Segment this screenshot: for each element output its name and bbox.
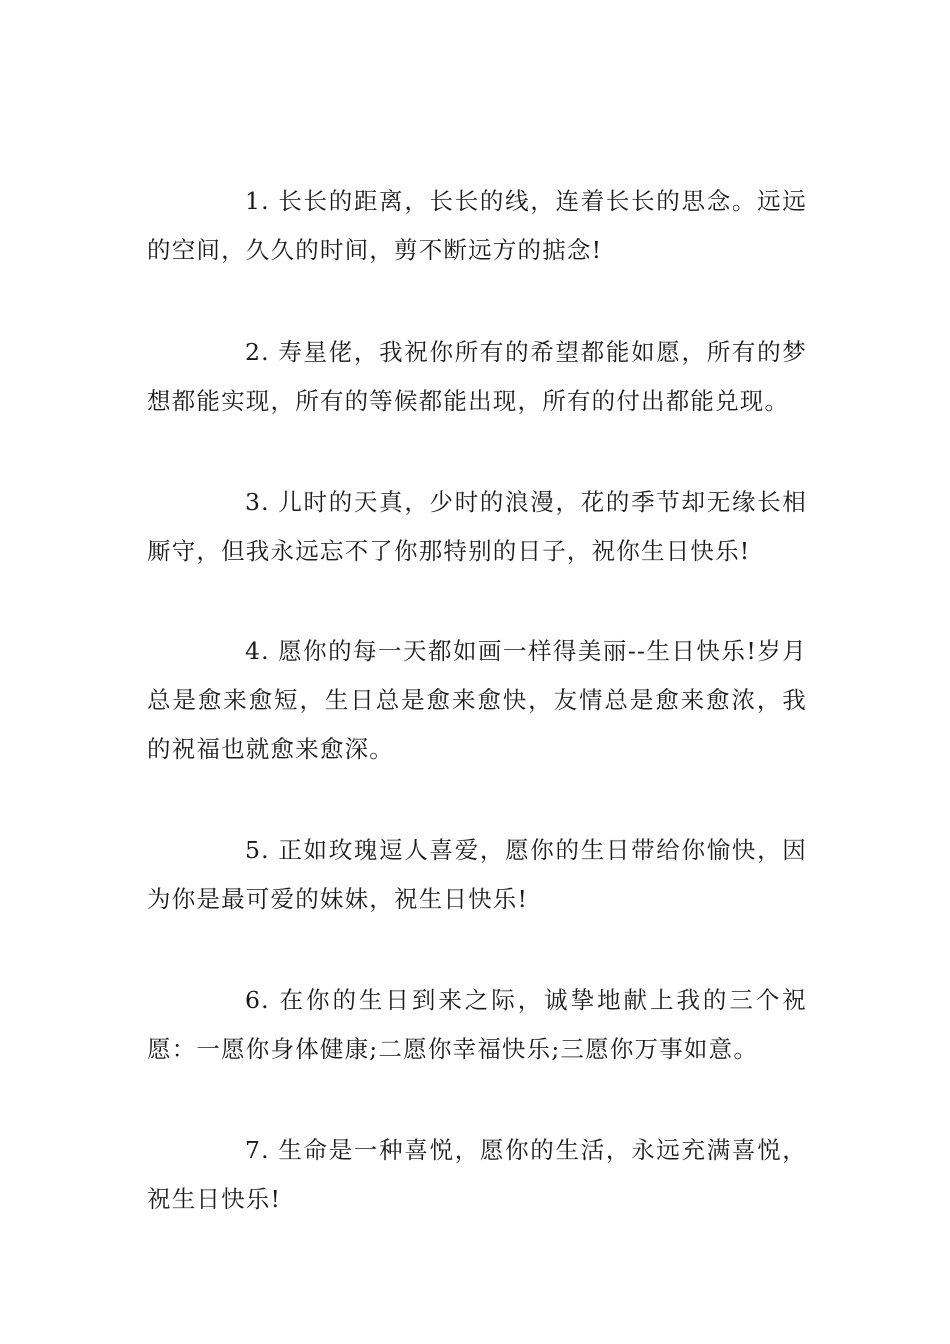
paragraph-number: 4. (245, 637, 270, 665)
paragraph-7 (147, 1126, 807, 1224)
paragraph-6 (147, 976, 807, 1074)
paragraph-number: 5. (245, 836, 270, 864)
paragraph-number: 6. (245, 986, 270, 1014)
paragraph-text: 儿时的天真，少时的浪漫，花的季节却无缘长相厮守，但我永远忘不了你那特别的日子，祝你生日快乐! (147, 488, 807, 565)
paragraph-text: 长长的距离，长长的线，连着长长的思念。远远的空间，久久的时间，剪不断远方的掂念! (147, 187, 807, 264)
paragraph-number: 2. (245, 338, 270, 366)
paragraph-text: 愿你的每一天都如画一样得美丽--生日快乐!岁月总是愈来愈短，生日总是愈来愈快，友情总是愈来愈浓，我的祝福也就愈来愈深。 (147, 637, 807, 763)
paragraph-text: 寿星佬，我祝你所有的希望都能如愿，所有的梦想都能实现，所有的等候都能出现，所有的付出都能兑现。 (147, 338, 807, 415)
paragraph-3 (147, 478, 807, 576)
paragraph-2 (147, 328, 807, 426)
paragraph-4 (147, 627, 807, 774)
paragraph-number: 3. (245, 488, 270, 516)
paragraph-5 (147, 826, 807, 924)
paragraph-number: 7. (245, 1136, 270, 1164)
paragraph-1 (147, 177, 807, 275)
paragraph-text: 生命是一种喜悦，愿你的生活，永远充满喜悦，祝生日快乐! (147, 1136, 807, 1213)
paragraph-text: 在你的生日到来之际，诚挚地献上我的三个祝愿：一愿你身体健康;二愿你幸福快乐;三愿你万事如意。 (147, 986, 807, 1063)
paragraph-text: 正如玫瑰逗人喜爱，愿你的生日带给你愉快，因为你是最可爱的妹妹，祝生日快乐! (147, 836, 807, 913)
paragraph-number: 1. (245, 187, 270, 215)
